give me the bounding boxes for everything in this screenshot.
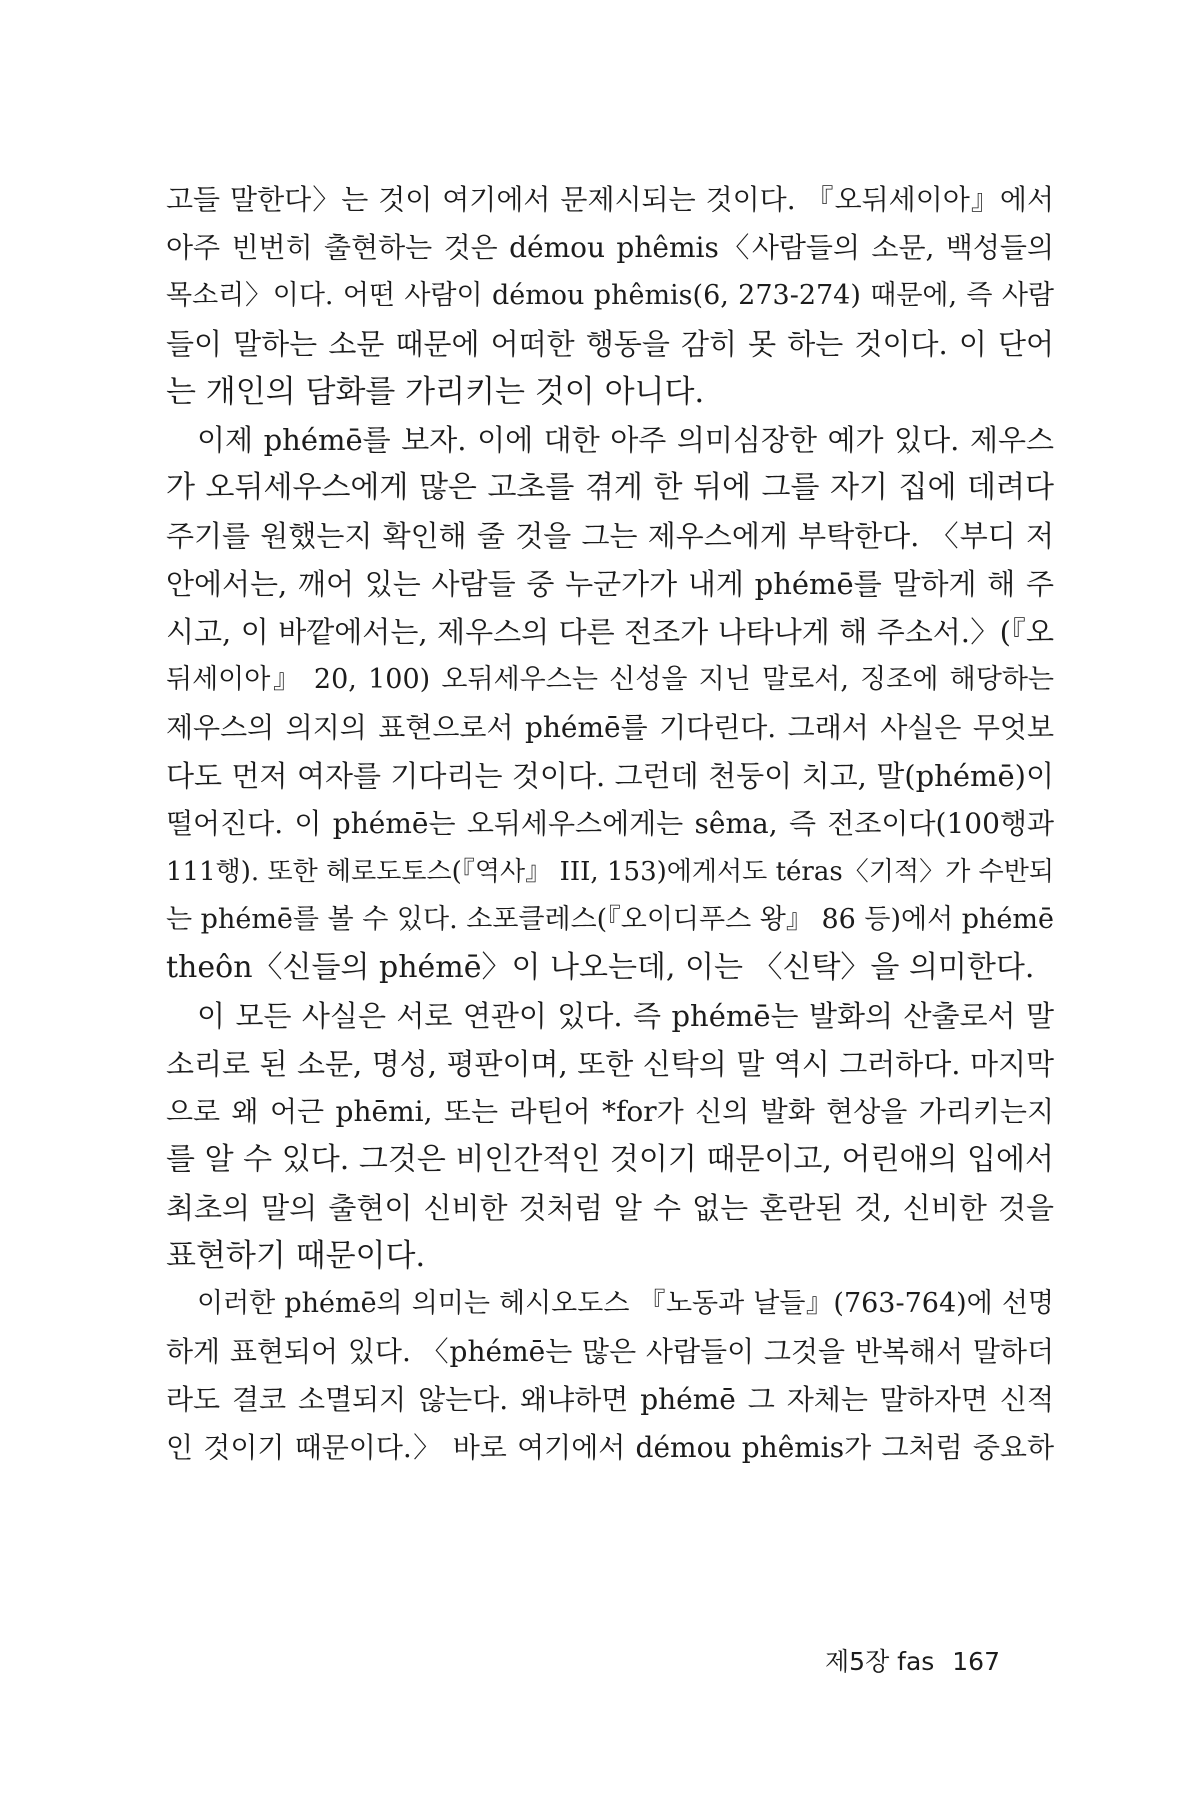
text-line: 떨어진다. 이 phémē는 오뒤세우스에게는 sêma, 즉 전조이다(100행과 (166, 807, 1054, 840)
text-line: 아주 빈번히 출현하는 것은 démou phêmis〈사람들의 소문, 백성들의 (166, 231, 1054, 264)
text-line: theôn〈신들의 phémē〉이 나오는데, 이는 〈신탁〉을 의미한다. (166, 950, 1035, 985)
text-line: 는 phémē를 볼 수 있다. 소포클레스(『오이디푸스 왕』 86 등)에서 phémē (166, 904, 1054, 935)
text-line: 안에서는, 깨어 있는 사람들 중 누군가가 내게 phémē를 말하게 해 주 (166, 567, 1054, 601)
text-line: 인 것이기 때문이다.〉 바로 여기에서 démou phêmis가 그처럼 중요하 (166, 1431, 1054, 1464)
text-line: 는 개인의 담화를 가리키는 것이 아니다. (166, 374, 705, 410)
text-line: 들이 말하는 소문 때문에 어떠한 행동을 감히 못 하는 것이다. 이 단어 (166, 327, 1054, 361)
text-line: 시고, 이 바깥에서는, 제우스의 다른 전조가 나타나게 해 주소서.〉(『오 (166, 615, 1054, 649)
page-footer (815, 1642, 1000, 1678)
text-line: 주기를 원했는지 확인해 줄 것을 그는 제우스에게 부탁한다. 〈부디 저 (166, 519, 1054, 553)
text-line: 최초의 말의 출현이 신비한 것처럼 알 수 없는 혼란된 것, 신비한 것을 (166, 1191, 1054, 1225)
text-line: 소리로 된 소문, 명성, 평판이며, 또한 신탁의 말 역시 그러하다. 마지막 (166, 1047, 1054, 1081)
text-line: 다도 먼저 여자를 기다리는 것이다. 그런데 천둥이 치고, 말(phémē)이 (166, 759, 1054, 793)
text-line: 목소리〉이다. 어떤 사람이 démou phêmis(6, 273-274) 때문에, 즉 사람 (166, 280, 1054, 311)
text-line: 가 오뒤세우스에게 많은 고초를 겪게 한 뒤에 그를 자기 집에 데려다 (166, 470, 1054, 505)
text-line: 이러한 phémē의 의미는 헤시오도스 『노동과 날들』(763-764)에 선명 (197, 1288, 1054, 1319)
text-line: 라도 결코 소멸되지 않는다. 왜냐하면 phémē 그 자체는 말하자면 신적 (166, 1383, 1054, 1416)
page-body (166, 176, 1054, 1472)
text-line: 제우스의 의지의 표현으로서 phémē를 기다린다. 그래서 사실은 무엇보 (166, 711, 1054, 744)
text-line: 뒤세이아』 20, 100) 오뒤세우스는 신성을 지닌 말로서, 징조에 해당하는 (166, 664, 1054, 695)
text-line: 111행). 또한 헤로도토스(『역사』 III, 153)에게서도 téras〈기적〉가 수반되 (166, 857, 1054, 887)
text-line: 고들 말한다〉는 것이 여기에서 문제시되는 것이다. 『오뒤세이아』에서 (166, 183, 1054, 216)
chapter-label: 제5장 fas (825, 1647, 935, 1676)
text-line: 이제 phémē를 보자. 이에 대한 아주 의미심장한 예가 있다. 제우스 (197, 423, 1054, 457)
text-line: 표현하기 때문이다. (166, 1238, 426, 1274)
text-line: 하게 표현되어 있다. 〈phémē는 많은 사람들이 그것을 반복해서 말하더 (166, 1335, 1054, 1368)
text-line: 이 모든 사실은 서로 연관이 있다. 즉 phémē는 발화의 산출로서 말 (197, 999, 1054, 1033)
text-line: 를 알 수 있다. 그것은 비인간적인 것이기 때문이고, 어린애의 입에서 (166, 1142, 1054, 1177)
text-line: 으로 왜 어근 phēmi, 또는 라틴어 *for가 신의 발화 현상을 가리키는지 (166, 1095, 1054, 1128)
page-number: 167 (952, 1647, 1000, 1676)
